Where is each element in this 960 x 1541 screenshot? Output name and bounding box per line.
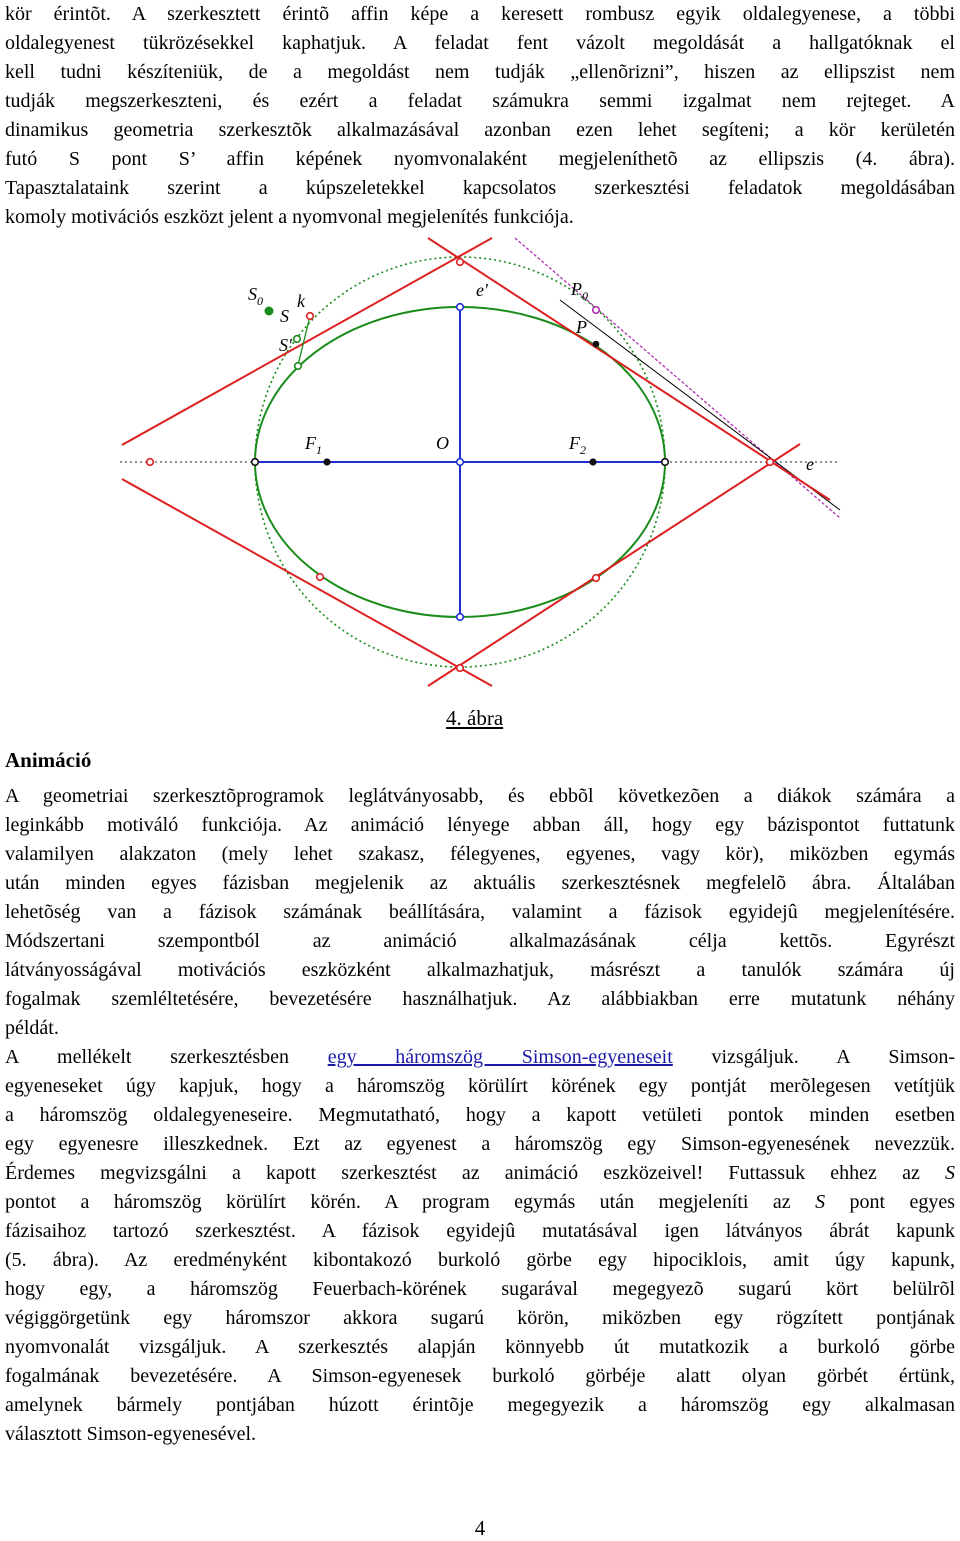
simson-lines-link[interactable]: egy háromszög Simson-egyeneseit xyxy=(327,1046,673,1068)
tangent-line-p0 xyxy=(515,238,840,518)
label-s: S xyxy=(280,306,289,326)
figure-caption: 4. ábra xyxy=(446,706,504,730)
paragraph-line: példát. xyxy=(5,1017,59,1039)
point-bottom-vertex xyxy=(457,665,464,672)
paragraph-line: (5. ábra). Az eredményként kibontakozó burkoló görbe egy hipociklois, amit úgy kapunk, xyxy=(5,1249,955,1271)
rhombus-side xyxy=(122,238,492,445)
page-number: 4 xyxy=(474,1516,486,1540)
paragraph-line: nyomvonalát vizsgáljuk. A szerkesztés alapján könnyebb út mutatkozik a burkoló görbe xyxy=(5,1336,955,1358)
point-s-prime xyxy=(294,336,301,343)
intro-line: tudják megszerkeszteni, és ezért a feladat számukra semmi izgalmat nem rejteget. A xyxy=(5,90,955,112)
point-f1 xyxy=(323,458,330,465)
paragraph-line: választott Simson-egyenesével. xyxy=(5,1423,257,1445)
point-f2 xyxy=(589,458,596,465)
point-tangent-lower-right xyxy=(593,575,600,582)
simson-paragraph xyxy=(5,1043,955,1449)
rhombus-side xyxy=(428,444,800,686)
label-f1: $F_1$ xyxy=(305,433,322,457)
point-s0 xyxy=(265,307,274,316)
point-p xyxy=(593,341,600,348)
label-e: e xyxy=(806,454,814,474)
paragraph-line: Módszertani szempontból az animáció alkalmazásának célja kettõs. Egyrészt xyxy=(5,930,955,952)
paragraph-line: fogalmának bevezetésére. A Simson-egyenesek burkoló görbéje alatt olyan görbét értünk, xyxy=(5,1365,955,1387)
point-right-vertex xyxy=(767,459,774,466)
paragraph-line: A mellékelt szerkesztésben egy háromszög Simson-egyeneseit vizsgáljuk. A Simson- xyxy=(5,1046,956,1068)
ellipse-construction-figure xyxy=(0,230,960,690)
paragraph-line: pontot a háromszög körülírt körén. A program egymás után megjeleníti az S pont egyes xyxy=(5,1191,956,1213)
paragraph-line: egy egyenesre illeszkednek. Ezt az egyenest a háromszög egy Simson-egyenesének nevezzük. xyxy=(5,1133,955,1155)
point-major-left xyxy=(252,459,259,466)
paragraph-line: látványosságával motivációs eszközként alkalmazhatjuk, másrészt a tanulók számára új xyxy=(5,959,955,981)
paragraph-line: hogy egy, a háromszög Feuerbach-körének sugarával megegyezõ sugarú kört belülrõl xyxy=(5,1278,955,1300)
intro-line: oldalegyenest tükrözésekkel kaphatjuk. A feladat fent vázolt megoldását a hallgatóknak el xyxy=(5,32,955,54)
paragraph-line: A geometriai szerkesztõprogramok leglátványosabb, és ebbõl következõen a diákok számára a xyxy=(5,785,955,807)
paragraph-line: fázisaihoz tartozó szerkesztést. A fázisok egyidejû mutatásával igen látványos ábrát kapunk xyxy=(5,1220,955,1242)
paragraph-line: Érdemes megvizsgálni a kapott szerkesztést az animáció eszközeivel! Futtassuk ehhez az S xyxy=(5,1162,956,1184)
paragraph-line: leginkább motiváló funkciója. Az animáció lényege abban áll, hogy egy bázispontot futtatunk xyxy=(5,814,955,836)
paragraph-line: valamilyen alakzaton (mely lehet szakasz, félegyenes, egyenes, vagy kör), miközben egymás xyxy=(5,843,955,865)
section-heading: Animáció xyxy=(5,748,92,772)
intro-line: futó S pont S’ affin képének nyomvonalaként megjeleníthetõ az ellipszis (4. ábra). xyxy=(5,148,955,170)
point-p0 xyxy=(593,307,600,314)
paragraph-line: végiggörgetünk egy háromszor akkora sugarú körön, miközben egy rögzített pontjának xyxy=(5,1307,955,1329)
intro-line: Tapasztalataink szerint a kúpszeletekkel kapcsolatos szerkesztési feladatok megoldásában xyxy=(5,177,955,199)
point-tangent-lower-left xyxy=(317,574,324,581)
animation-paragraph xyxy=(5,782,955,1043)
label-f2: $F_2$ xyxy=(569,433,586,457)
intro-line: kell tudni készíteniük, de a megoldást nem tudják „ellenõrizni”, hiszen az ellipszist nem xyxy=(5,61,955,83)
paragraph-line: egyeneseket úgy kapjuk, hogy a háromszög körülírt körének egy pontját merõlegesen vetítjük xyxy=(5,1075,955,1097)
intro-line: kör érintõt. A szerkesztett érintõ affin képe a keresett rombusz egyik oldalegyenese, a többi xyxy=(5,3,955,25)
label-e-prime: e' xyxy=(476,280,488,300)
point-major-right xyxy=(662,459,669,466)
paragraph-line: lehetõség van a fázisok számának beállítására, valamint a fázisok egyidejû megjelenítésére. xyxy=(5,901,955,923)
point-s xyxy=(307,313,314,320)
label-k: k xyxy=(297,291,305,311)
intro-paragraph xyxy=(5,0,955,232)
label-o: O xyxy=(436,433,449,453)
point-ellipse xyxy=(295,363,302,370)
point-top-vertex xyxy=(457,259,464,266)
point-left-vertex xyxy=(147,459,154,466)
intro-line: dinamikus geometria szerkesztõk alkalmazásával azonban ezen lehet segíteni; a kör kerületén xyxy=(5,119,955,141)
paragraph-line: amelynek bármely pontjában húzott érintõje megegyezik a háromszög egy alkalmasan xyxy=(5,1394,955,1416)
label-p: P xyxy=(576,317,587,337)
label-s-prime: S' xyxy=(279,335,292,355)
intro-line: komoly motivációs eszközt jelent a nyomvonal megjelenítés funkciója. xyxy=(5,206,574,228)
rhombus-side xyxy=(122,479,492,686)
paragraph-line: után minden egyes fázisban megjelenik az aktuális szerkesztésnek megfelelõ ábra. Általában xyxy=(5,872,955,894)
point-minor-top xyxy=(457,304,464,311)
paragraph-line: fogalmak szemléltetésére, bevezetésére használhatjuk. Az alábbiakban erre mutatunk néhány xyxy=(5,988,955,1010)
label-s0: $S_0$ xyxy=(248,284,263,308)
point-o xyxy=(457,459,464,466)
paragraph-line: a háromszög oldalegyeneseire. Megmutatható, hogy a kapott vetületi pontok minden esetben xyxy=(5,1104,955,1126)
label-p0: $P_0$ xyxy=(571,279,588,303)
point-minor-bottom xyxy=(457,614,464,621)
